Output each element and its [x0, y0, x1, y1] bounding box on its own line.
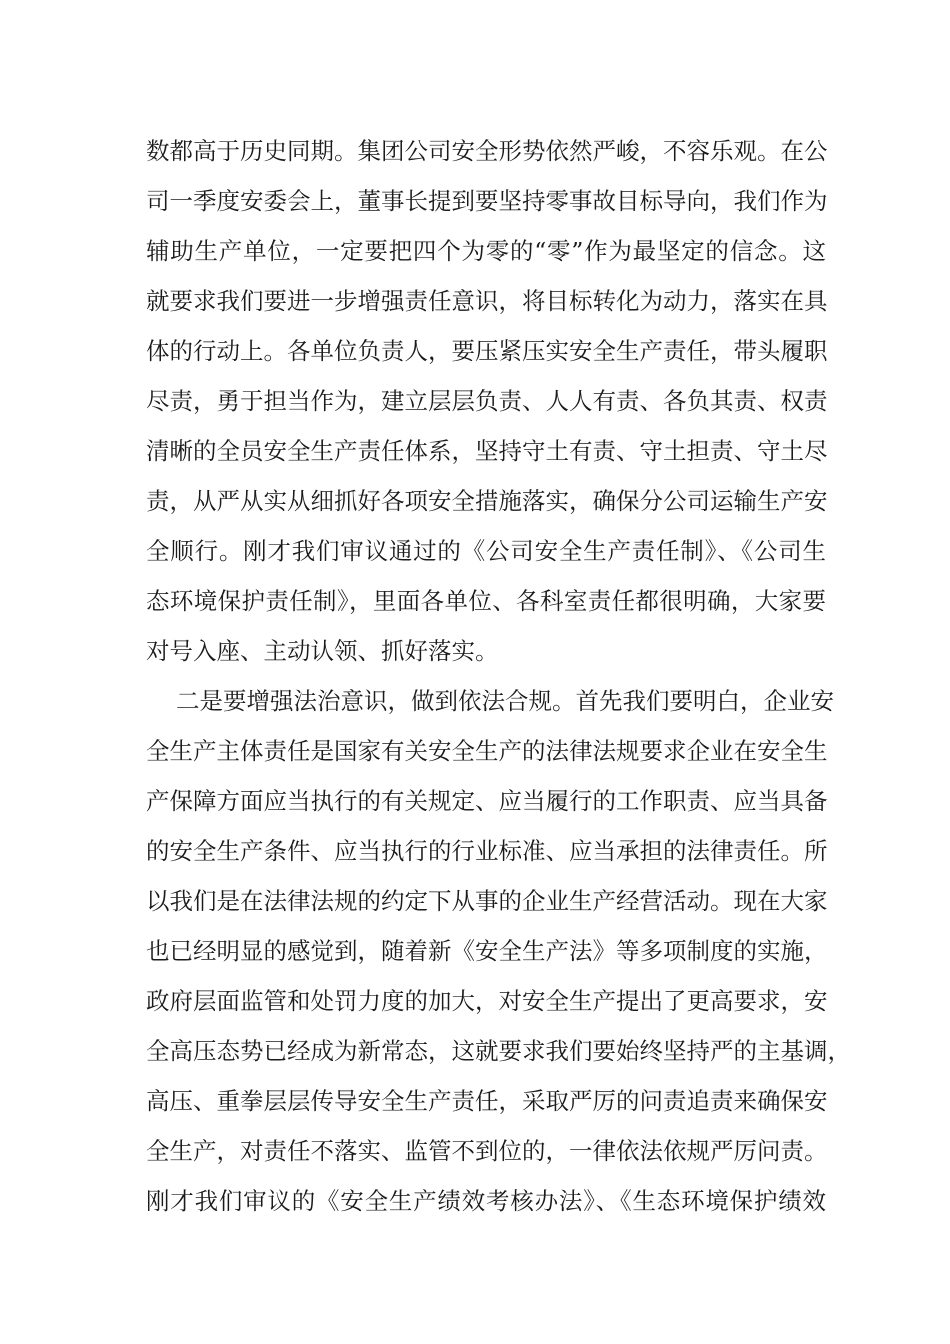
text-line: 产保障方面应当执行的有关规定、应当履行的工作职责、应当具备: [146, 787, 828, 815]
text-line: 全高压态势已经成为新常态，这就要求我们要始终坚持严的主基调，: [146, 1037, 851, 1065]
text-line: 体的行动上。各单位负责人，要压紧压实安全生产责任，带头履职: [146, 337, 828, 365]
text-line-paragraph-start: 二是要增强法治意识，做到依法合规。首先我们要明白，企业安: [176, 687, 834, 715]
text-line: 尽责，勇于担当作为，建立层层负责、人人有责、各负其责、权责: [146, 387, 828, 415]
text-line: 全生产，对责任不落实、监管不到位的，一律依法依规严厉问责。: [146, 1137, 828, 1165]
text-line: 政府层面监管和处罚力度的加大，对安全生产提出了更高要求，安: [146, 987, 828, 1015]
text-line: 态环境保护责任制》，里面各单位、各科室责任都很明确，大家要: [146, 587, 826, 615]
text-line: 高压、重拳层层传导安全生产责任，采取严厉的问责追责来确保安: [146, 1087, 828, 1115]
text-line: 全顺行。刚才我们审议通过的《公司安全生产责任制》、《公司生: [146, 537, 826, 565]
text-line: 以我们是在法律法规的约定下从事的企业生产经营活动。现在大家: [146, 887, 828, 915]
text-line-paragraph-end: 对号入座、主动认领、抓好落实。: [146, 637, 499, 665]
text-line: 就要求我们要进一步增强责任意识，将目标转化为动力，落实在具: [146, 287, 828, 315]
text-line: 责，从严从实从细抓好各项安全措施落实，确保分公司运输生产安: [146, 487, 828, 515]
text-line: 也已经明显的感觉到，随着新《安全生产法》等多项制度的实施，: [146, 937, 828, 965]
text-line: 辅助生产单位，一定要把四个为零的“零”作为最坚定的信念。这: [146, 237, 826, 265]
text-line: 的安全生产条件、应当执行的行业标准、应当承担的法律责任。所: [146, 837, 828, 865]
text-line: 全生产主体责任是国家有关安全生产的法律法规要求企业在安全生: [146, 737, 828, 765]
text-line: 司一季度安委会上，董事长提到要坚持零事故目标导向，我们作为: [146, 187, 828, 215]
text-line: 清晰的全员安全生产责任体系，坚持守土有责、守土担责、守土尽: [146, 437, 828, 465]
text-line: 刚才我们审议的《安全生产绩效考核办法》、《生态环境保护绩效: [146, 1187, 826, 1215]
text-line: 数都高于历史同期。集团公司安全形势依然严峻，不容乐观。在公: [146, 137, 828, 165]
